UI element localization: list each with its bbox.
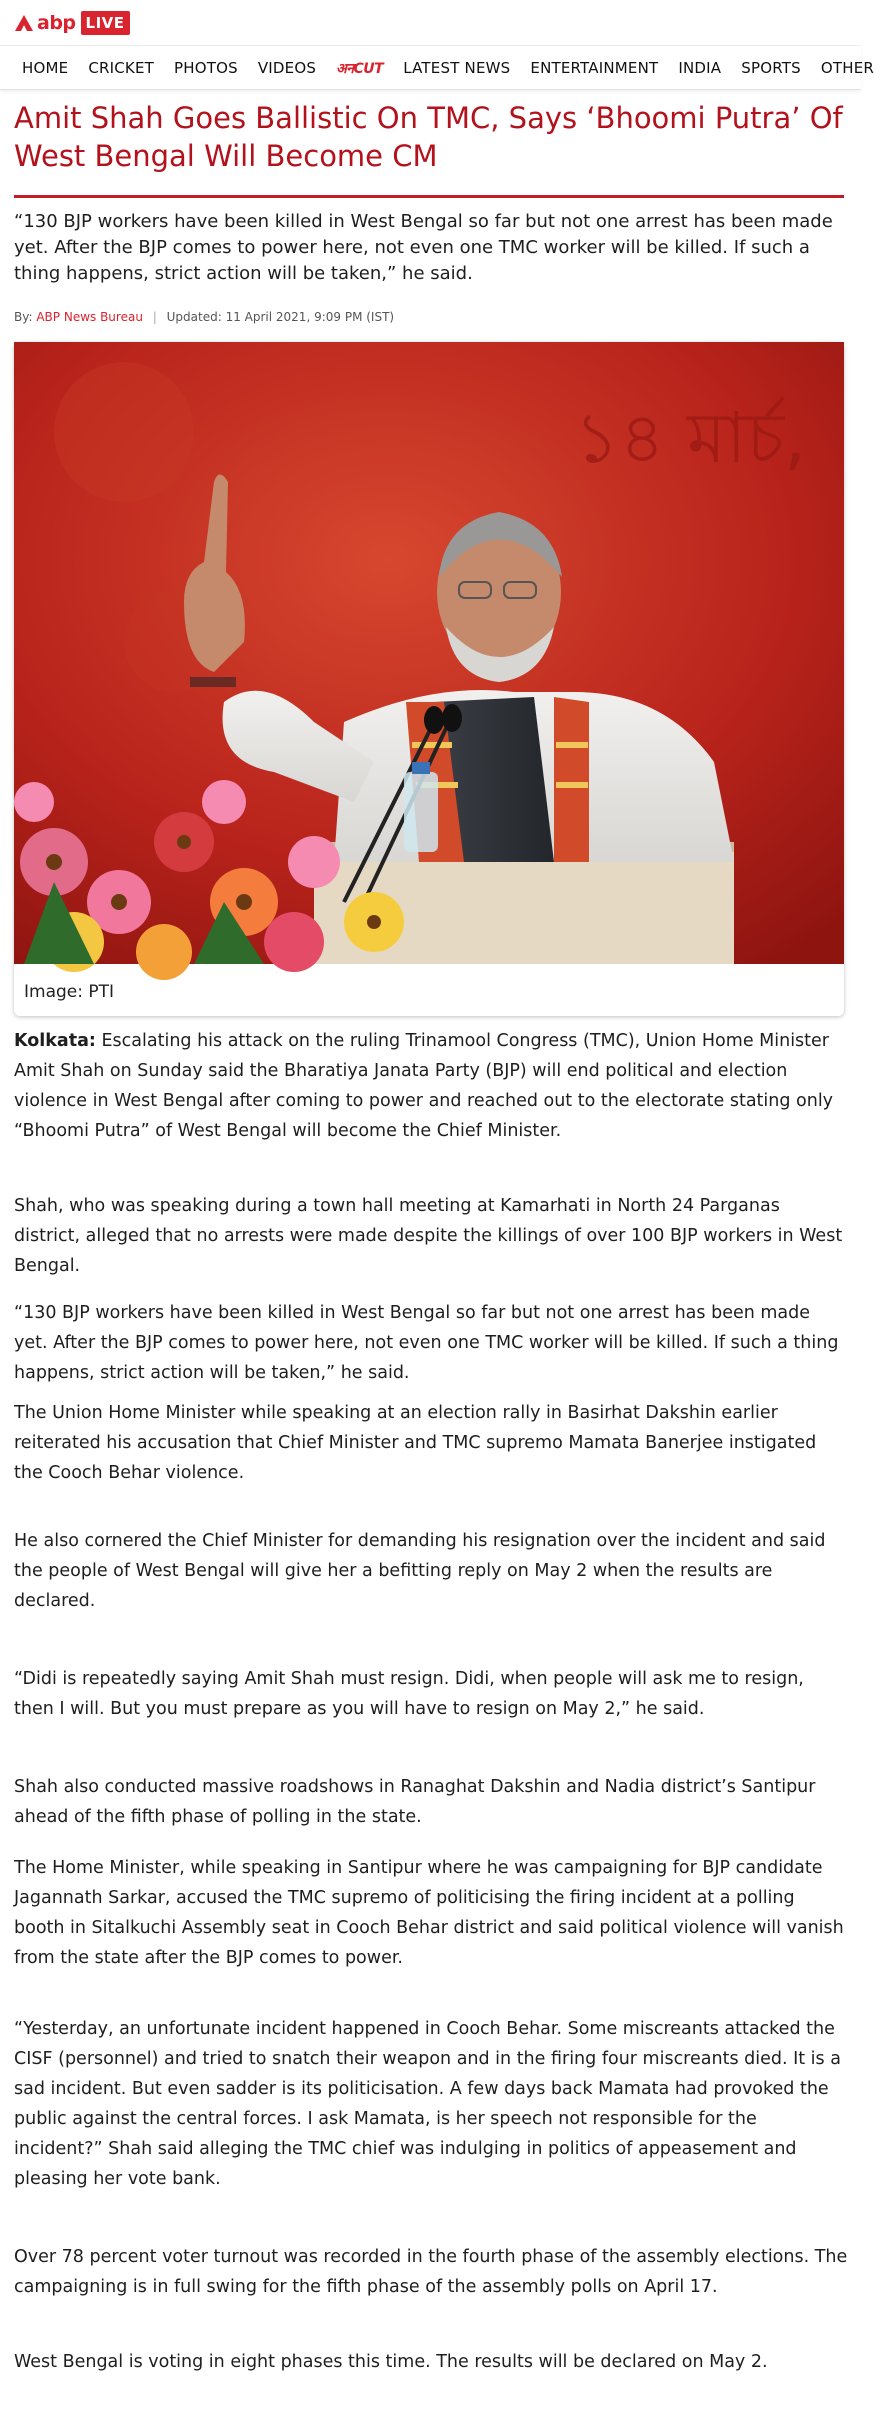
byline-separator: | bbox=[152, 310, 157, 324]
nav-item-uncut[interactable]: अनCUT bbox=[336, 60, 384, 77]
lead-photo bbox=[14, 342, 844, 964]
nav-item-sports[interactable]: SPORTS bbox=[741, 59, 801, 77]
abp-logo-icon bbox=[14, 14, 34, 32]
logo-text: abp bbox=[37, 12, 76, 34]
nav-item-home[interactable]: HOME bbox=[22, 59, 69, 77]
paragraph-1 bbox=[14, 1026, 848, 1146]
paragraph-4: The Union Home Minister while speaking at an election rally in Basirhat Dakshin earlier reiterated his accusation that Chief Minister and TMC supremo Mamata Banerjee instigated the Cooch Behar violence. bbox=[14, 1403, 817, 1483]
paragraph-10: Over 78 percent voter turnout was recorded in the fourth phase of the assembly elections. The campaigning is in full swing for the fifth phase of the assembly polls on April 17. bbox=[14, 2247, 848, 2297]
nav-item-videos[interactable]: VIDEOS bbox=[257, 59, 317, 77]
top-bar bbox=[0, 0, 861, 46]
nav-item-photos[interactable]: PHOTOS bbox=[173, 59, 238, 77]
paragraph-5: He also cornered the Chief Minister for demanding his resignation over the incident and said the people of West Bengal will give her a befitting reply on May 2 when the results are declared. bbox=[14, 1531, 826, 1611]
article-title: Amit Shah Goes Ballistic On TMC, Says ‘Bhoomi Putra’ Of West Bengal Will Become CM bbox=[14, 101, 843, 173]
paragraph-6: “Didi is repeatedly saying Amit Shah must resign. Didi, when people will ask me to resign, then I will. But you must prepare as you will have to resign on May 2,” he said. bbox=[14, 1669, 804, 1719]
updated-time: Updated: 11 April 2021, 9:09 PM (IST) bbox=[166, 310, 395, 324]
paragraph-2: Shah, who was speaking during a town hall meeting at Kamarhati in North 24 Parganas district, alleged that no arrests were made despite the killings of over 100 BJP workers in West Bengal. bbox=[14, 1196, 843, 1276]
dateline: Kolkata: bbox=[14, 1031, 96, 1051]
article-summary: “130 BJP workers have been killed in West Bengal so far but not one arrest has been made yet. After the BJP comes to power here, not even one TMC worker will be killed. If such a thing happens, strict action will be taken,” he said. bbox=[14, 211, 833, 284]
nav-item-cricket[interactable]: CRICKET bbox=[88, 59, 154, 77]
paragraph-11: West Bengal is voting in eight phases this time. The results will be declared on May 2. bbox=[14, 2352, 768, 2372]
svg-text:১৪ মার্চ,: ১৪ মার্চ, bbox=[574, 397, 807, 479]
lead-image-card bbox=[14, 342, 844, 1016]
nav-item-other[interactable]: OTHER bbox=[820, 59, 874, 77]
abp-live-logo[interactable] bbox=[14, 8, 130, 38]
nav-item-entertainment[interactable]: ENTERTAINMENT bbox=[530, 59, 659, 77]
byline bbox=[14, 310, 394, 324]
paragraph-9: “Yesterday, an unfortunate incident happened in Cooch Behar. Some miscreants attacked the CISF (personnel) and tried to snatch their weapon and in the firing four miscreants died. It is a sad incident. But even sadder is its politicisation. A few days back Mamata had provoked the public against the central forces. I ask Mamata, is her speech not responsible for the incident?” Shah said alleging the TMC chief was indulging in politics of appeasement and pleasing her vote bank. bbox=[14, 2019, 841, 2189]
title-divider bbox=[14, 195, 844, 198]
author-link[interactable]: ABP News Bureau bbox=[36, 310, 143, 324]
byline-prefix: By: bbox=[14, 310, 33, 324]
nav-item-india[interactable]: INDIA bbox=[678, 59, 722, 77]
paragraph-7: Shah also conducted massive roadshows in Ranaghat Dakshin and Nadia district’s Santipur ahead of the fifth phase of polling in the state. bbox=[14, 1777, 816, 1827]
nav-item-latest-news[interactable]: LATEST NEWS bbox=[403, 59, 511, 77]
main-nav bbox=[0, 46, 874, 90]
image-caption: Image: PTI bbox=[24, 982, 115, 1002]
live-badge: LIVE bbox=[81, 11, 130, 35]
paragraph-3: “130 BJP workers have been killed in West Bengal so far but not one arrest has been made yet. After the BJP comes to power here, not even one TMC worker will be killed. If such a thing happens, strict action will be taken,” he said. bbox=[14, 1303, 839, 1383]
paragraph-8: The Home Minister, while speaking in Santipur where he was campaigning for BJP candidate Jagannath Sarkar, accused the TMC supremo of politicising the firing incident at a polling booth in Sitalkuchi Assembly seat in Cooch Behar district and said political violence will vanish from the state after the BJP comes to power. bbox=[14, 1858, 844, 1968]
paragraph-1-text: Escalating his attack on the ruling Trinamool Congress (TMC), Union Home Minister Amit Shah on Sunday said the Bharatiya Janata Party (BJP) will end political and election violence in West Bengal after coming to power and reached out to the electorate stating only “Bhoomi Putra” of West Bengal will become the Chief Minister. bbox=[14, 1031, 834, 1141]
